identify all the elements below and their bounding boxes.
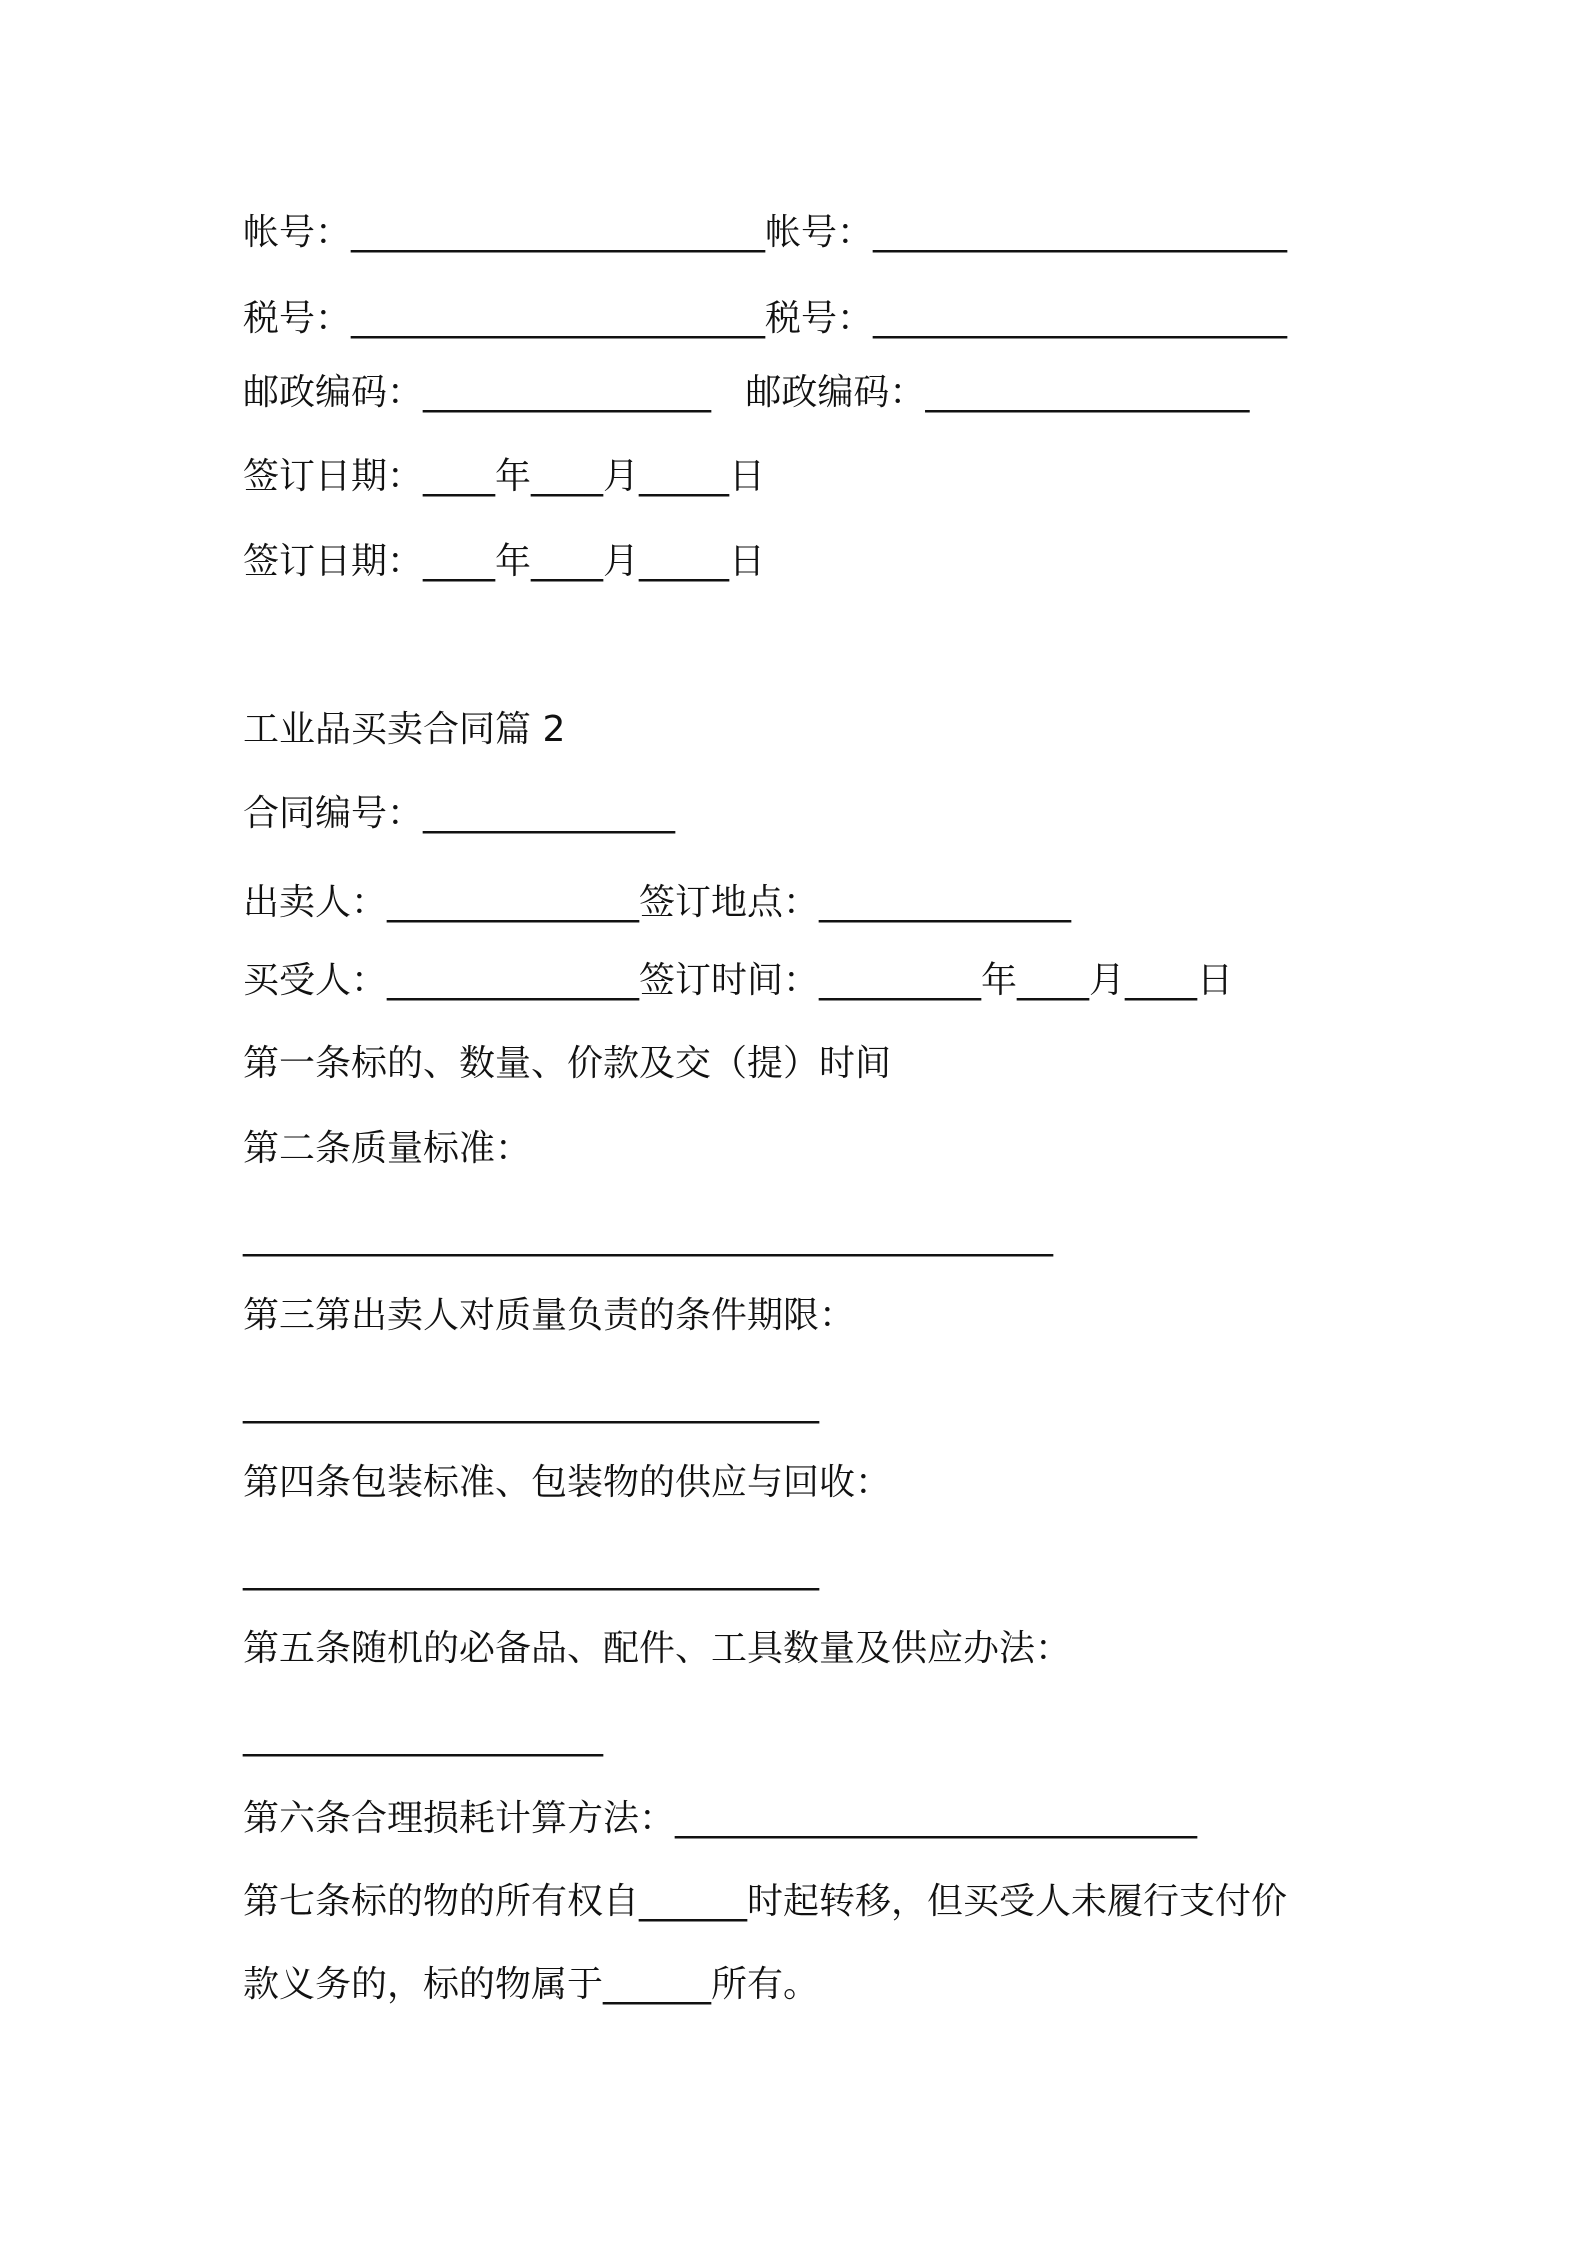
contract-number-line: 合同编号：______________ <box>243 793 676 834</box>
tax-number-line: 税号：_______________________税号：_______________________ <box>243 298 1288 339</box>
article-3-blank: ________________________________ <box>243 1383 819 1424</box>
article-7-line-2: 款义务的，标的物属于______所有。 <box>243 1964 820 2005</box>
seller-place-line: 出卖人：______________签订地点：______________ <box>243 882 1072 923</box>
article-5: 第五条随机的必备品、配件、工具数量及供应办法： <box>243 1628 1072 1669</box>
signing-date-line-2: 签订日期：____年____月_____日 <box>243 541 766 582</box>
article-6: 第六条合理损耗计算方法：_____________________________ <box>243 1798 1198 1839</box>
article-2: 第二条质量标准： <box>243 1128 532 1169</box>
account-number-line: 帐号：_______________________帐号：_______________________ <box>243 212 1288 253</box>
contract-section-title: 工业品买卖合同篇 2 <box>243 709 566 750</box>
buyer-time-line: 买受人：______________签订时间：_________年____月____日 <box>243 960 1234 1001</box>
article-3: 第三第出卖人对质量负责的条件期限： <box>243 1295 856 1336</box>
signing-date-line-1: 签订日期：____年____月_____日 <box>243 456 766 497</box>
article-4-blank: ________________________________ <box>243 1550 819 1591</box>
postal-code-line: 邮政编码：________________ 邮政编码：__________________ <box>243 372 1250 413</box>
article-5-blank: ____________________ <box>243 1716 603 1757</box>
article-1: 第一条标的、数量、价款及交（提）时间 <box>243 1043 892 1084</box>
article-2-blank: _____________________________________________ <box>243 1216 1053 1257</box>
article-4: 第四条包装标准、包装物的供应与回收： <box>243 1462 892 1503</box>
article-7-line-1: 第七条标的物的所有权自______时起转移，但买受人未履行支付价 <box>243 1881 1288 1922</box>
